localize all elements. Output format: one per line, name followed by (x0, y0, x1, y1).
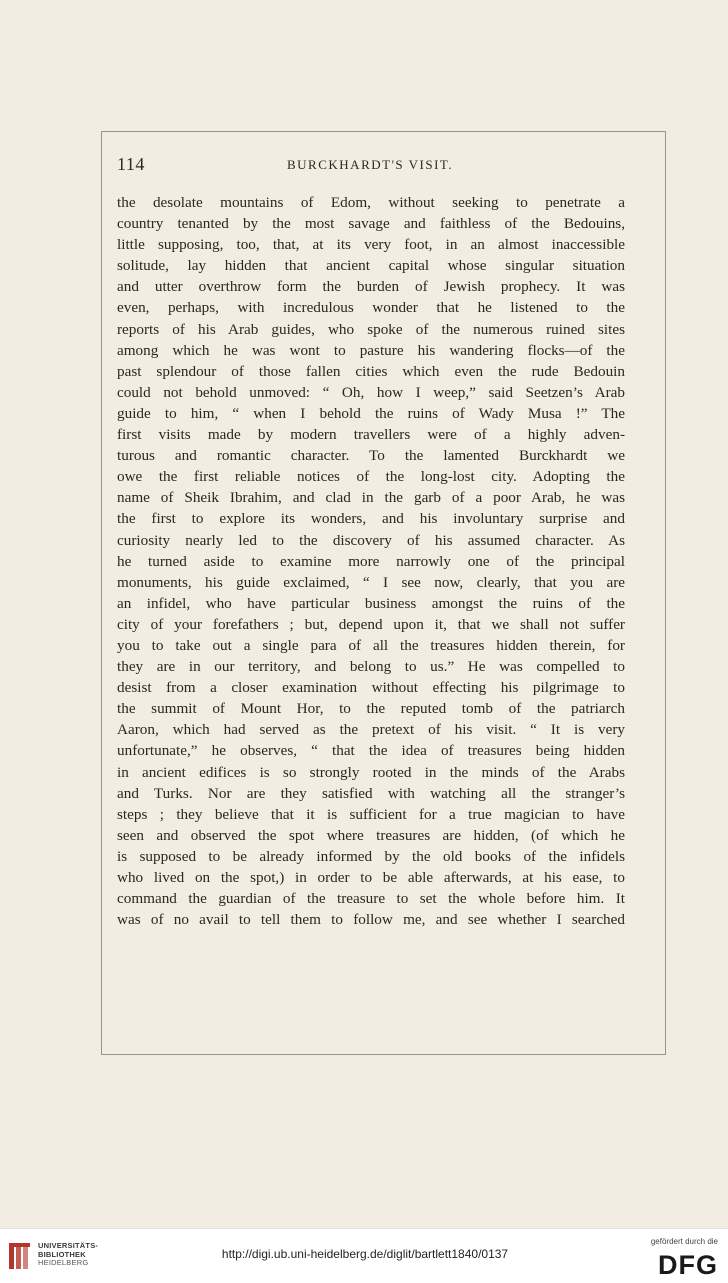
text-line: who lived on the spot,) in order to be able afterwards, at his ease, to (117, 869, 625, 886)
running-head: BURCKHARDT'S VISIT. (287, 157, 454, 172)
text-line: among which he was wont to pasture his wandering flocks—of the (117, 341, 625, 359)
body-text (117, 192, 625, 930)
page-number: 114 (117, 154, 145, 174)
text-line: and Turks. Nor are they satisfied with watching all the stranger’s (117, 784, 625, 802)
library-name-line-1: UNIVERSITÄTS- (38, 1241, 99, 1250)
text-line: you to take out a single para of all the treasures hidden therein, for (117, 636, 625, 654)
text-line: country tenanted by the most savage and faithless of the Bedouins, (117, 215, 625, 233)
text-line: the desolate mountains of Edom, without seeking to penetrate a (117, 194, 625, 211)
text-line: the first to explore its wonders, and his involuntary surprise and (117, 510, 625, 528)
text-line: could not behold unmoved: “ Oh, how I weep,” said Seetzen’s Arab (117, 383, 625, 401)
dfg-logo: DFG (658, 1250, 718, 1280)
text-line: name of Sheik Ibrahim, and clad in the garb of a poor Arab, he was (117, 489, 625, 507)
text-line: city of your forefathers ; but, depend upon it, that we shall not suffer (117, 615, 625, 633)
text-line: Aaron, which had served as the pretext of his visit. “ It is very (117, 721, 625, 739)
text-line: the summit of Mount Hor, to the reputed tomb of the patriarch (117, 700, 625, 718)
funded-by-label: gefördert durch die (650, 1237, 718, 1246)
text-line: past splendour of those fallen cities which even the rude Bedouin (117, 362, 625, 380)
text-line: monuments, his guide exclaimed, “ I see now, clearly, that you are (117, 573, 625, 591)
text-line: an infidel, who have particular business amongst the ruins of the (117, 594, 625, 612)
text-line: in ancient edifices is so strongly rooted in the minds of the Arabs (117, 763, 625, 781)
text-line: owe the first reliable notices of the long-lost city. Adopting the (117, 468, 625, 486)
text-line: he turned aside to examine more narrowly one of the principal (117, 552, 625, 570)
text-line: curiosity nearly led to the discovery of his assumed character. As (117, 531, 625, 549)
text-line: unfortunate,” he observes, “ that the idea of treasures being hidden (117, 742, 625, 760)
text-line: seen and observed the spot where treasures are hidden, (of which he (117, 826, 625, 844)
text-line: little supposing, too, that, at its very foot, in an almost inaccessible (117, 236, 625, 254)
text-line: turous and romantic character. To the lamented Burckhardt we (117, 447, 625, 465)
text-line: is supposed to be already informed by the old books of the infidels (117, 847, 625, 865)
text-line: solitude, lay hidden that ancient capital whose singular situation (117, 257, 625, 275)
text-line: steps ; they believe that it is sufficient for a true magician to have (117, 805, 625, 823)
text-line: and utter overthrow form the burden of Jewish prophecy. It was (117, 278, 625, 296)
university-logo-icon (8, 1241, 32, 1271)
library-name-line-3: HEIDELBERG (38, 1258, 89, 1267)
text-line: even, perhaps, with incredulous wonder that he listened to the (117, 299, 625, 317)
text-line: was of no avail to tell them to follow me, and see whether I searched (117, 911, 625, 929)
permalink-url[interactable]: http://digi.ub.uni-heidelberg.de/diglit/bartlett1840/0137 (221, 1247, 509, 1261)
text-line: first visits made by modern travellers were of a highly adven- (117, 426, 625, 444)
text-line: they are in our territory, and belong to us.” He was compelled to (117, 658, 625, 676)
text-line: guide to him, “ when I behold the ruins of Wady Musa !” The (117, 404, 625, 422)
library-name-line-2: BIBLIOTHEK (38, 1249, 86, 1259)
text-line: desist from a closer examination without effecting his pilgrimage to (117, 679, 625, 697)
page-header (117, 154, 625, 178)
library-name (38, 1242, 98, 1268)
viewer-footer (0, 1228, 728, 1283)
text-line: command the guardian of the treasure to set the whole before him. It (117, 890, 625, 908)
text-line: reports of his Arab guides, who spoke of the numerous ruined sites (117, 320, 625, 338)
